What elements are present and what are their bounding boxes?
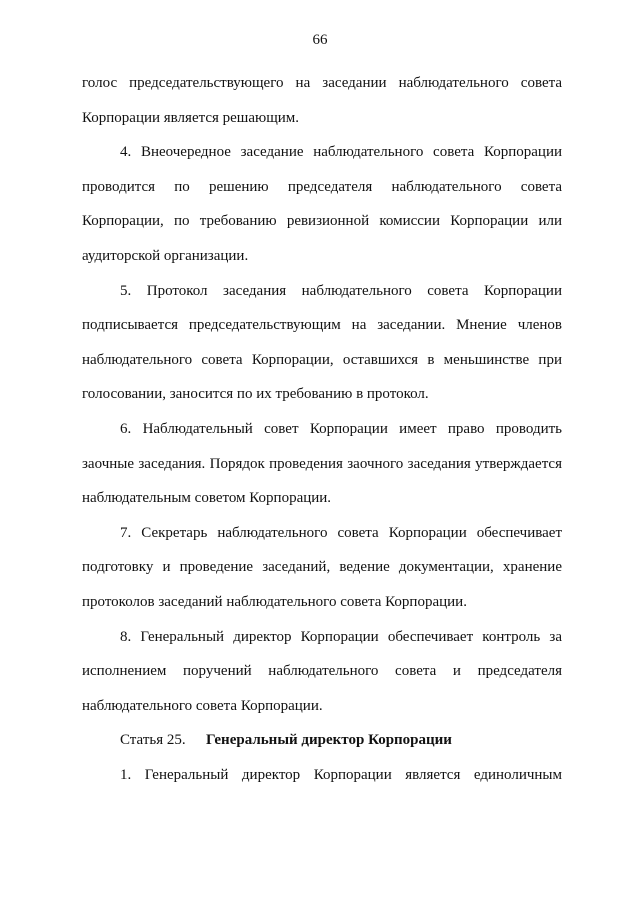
text-line: 7. Секретарь наблюдательного совета Корпорации обеспечивает: [120, 524, 562, 541]
text-line: 6. Наблюдательный совет Корпорации имеет право проводить: [120, 420, 562, 437]
article-number: Статья 25.: [120, 732, 186, 749]
text-line: подписывается председательствующим на заседании. Мнение членов: [82, 317, 562, 334]
text-line: 8. Генеральный директор Корпорации обеспечивает контроль за: [120, 628, 562, 645]
text-line: протоколов заседаний наблюдательного совета Корпорации.: [82, 593, 467, 610]
text-line: наблюдательного совета Корпорации.: [82, 697, 323, 714]
article-title: Генеральный директор Корпорации: [206, 732, 452, 749]
text-line: наблюдательным советом Корпорации.: [82, 490, 332, 507]
text-line: аудиторской организации.: [82, 247, 249, 264]
paragraph-item-8: [82, 620, 562, 724]
article-paragraph-item-1: [82, 758, 562, 793]
text-line: Корпорации является решающим.: [82, 109, 300, 126]
paragraph-item-7: [82, 516, 562, 620]
page-number: 66: [312, 32, 328, 48]
document-body: [82, 66, 562, 792]
text-line: заочные заседания. Порядок проведения заочного заседания утверждается: [82, 455, 562, 472]
text-line: 4. Внеочередное заседание наблюдательного совета Корпорации: [120, 144, 562, 161]
text-line: голос председательствующего на заседании наблюдательного совета: [82, 75, 562, 91]
article-heading: [82, 723, 562, 758]
text-line: наблюдательного совета Корпорации, оставшихся в меньшинстве при: [82, 351, 562, 368]
text-line: проводится по решению председателя наблюдательного совета: [82, 178, 562, 195]
paragraph-continued: [82, 66, 562, 135]
text-line: исполнением поручений наблюдательного совета и председателя: [82, 663, 562, 680]
text-line: подготовку и проведение заседаний, ведение документации, хранение: [82, 559, 562, 576]
text-line: 1. Генеральный директор Корпорации является единоличным: [120, 766, 562, 783]
text-line: 5. Протокол заседания наблюдательного совета Корпорации: [120, 282, 562, 299]
paragraph-item-4: [82, 135, 562, 273]
paragraph-item-5: [82, 274, 562, 412]
text-line: Корпорации, по требованию ревизионной комиссии Корпорации или: [82, 213, 562, 230]
text-line: голосовании, заносится по их требованию в протокол.: [82, 386, 429, 403]
paragraph-item-6: [82, 412, 562, 516]
